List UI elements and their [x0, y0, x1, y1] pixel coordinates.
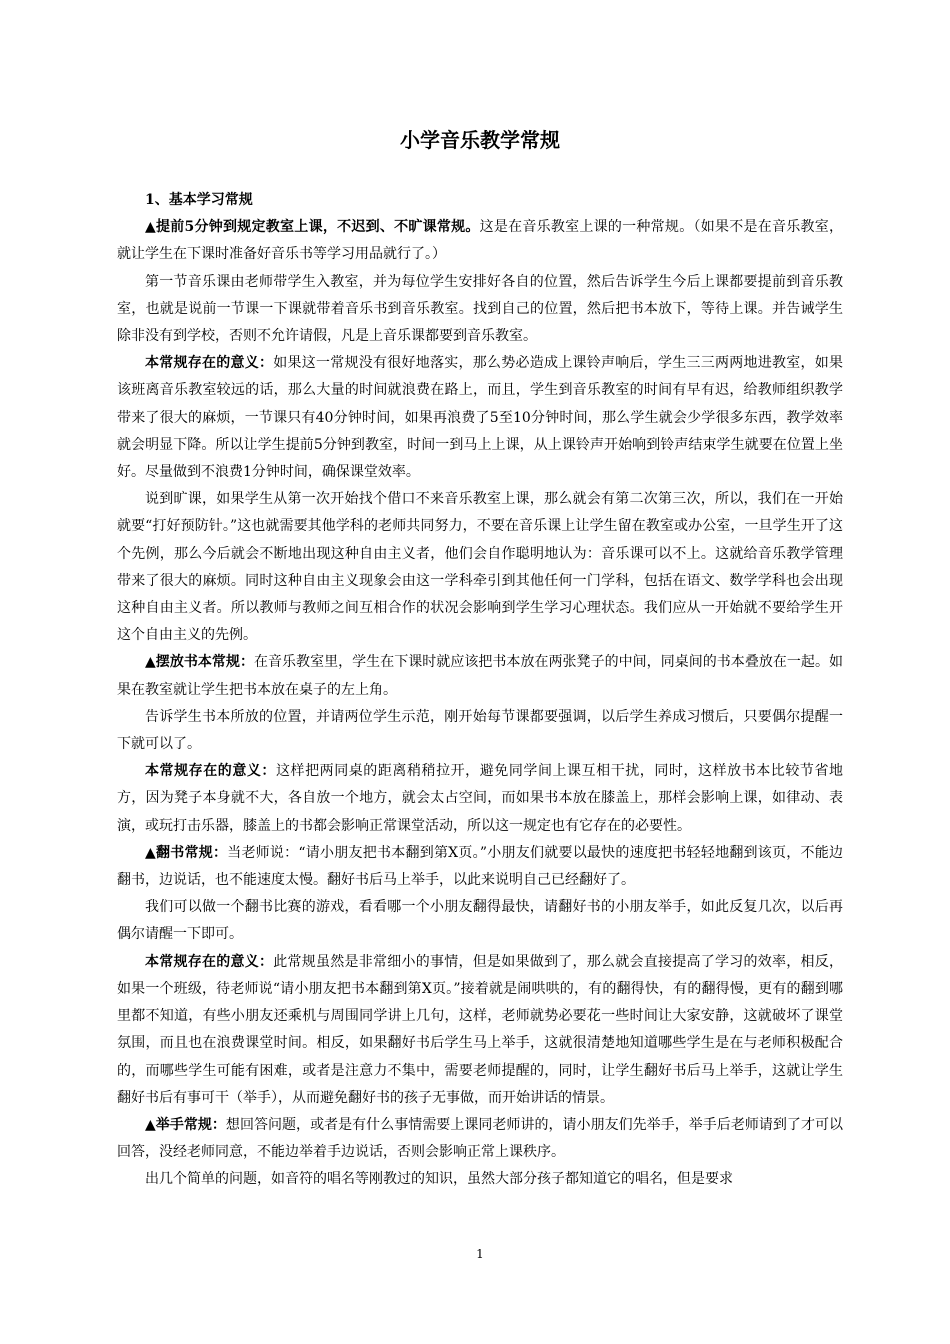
- paragraph-text: 出几个简单的问题，如音符的唱名等刚教过的知识，虽然大部分孩子都知道它的唱名，但是要求: [145, 1171, 733, 1188]
- paragraph-text: 第一节音乐课由老师带学生入教室，并为每位学生安排好各自的位置，然后告诉学生今后上课都要提前到音乐教室，也就是说前一节课一下课就带着音乐书到音乐教室。找到自己的位置，然后把书本放下，等待上课。并告诫学生除非没有到学校，否则不允许请假，凡是上音乐课都要到音乐教室。: [117, 273, 843, 345]
- paragraph-text: 当老师说：“请小朋友把书本翻到第X页。”小朋友们就要以最快的速度把书轻轻地翻到该页，不能边翻书，边说话，也不能速度太慢。翻好书后马上举手，以此来说明自己已经翻好了。: [117, 844, 843, 889]
- paragraph-text: 如果这一常规没有很好地落实，那么势必造成上课铃声响后，学生三三两两地进教室，如果该班离音乐教室较远的话，那么大量的时间就浪费在路上，而且，学生到音乐教室的时间有早有迟，给教师组织教学带来了很大的麻烦，一节课只有40分钟时间，如果再浪费了5至10分钟时间，那么学生就会少学很多东西，教学效率就会明显下降。所以让学生提前5分钟到教室，时间一到马上上课，从上课铃声开始响到铃声结束学生就要在位置上坐好。尽量做到不浪费1分钟时间，确保课堂效率。: [117, 355, 843, 481]
- paragraph: [117, 1112, 843, 1166]
- paragraph-lead: ▲翻书常规：: [145, 844, 228, 861]
- paragraph: [117, 649, 843, 703]
- paragraph: [117, 949, 843, 1112]
- paragraph-text: 在音乐教室里，学生在下课时就应该把书本放在两张凳子的中间，同桌间的书本叠放在一起。如果在教室就让学生把书本放在桌子的左上角。: [117, 654, 843, 698]
- paragraph: [117, 840, 843, 894]
- paragraph-text: 此常规虽然是非常细小的事情，但是如果做到了，那么就会直接提高了学习的效率，相反，如果一个班级，待老师说“请小朋友把书本翻到第X页。”接着就是闹哄哄的，有的翻得快，有的翻得慢，更有的翻到哪里都不知道，有些小朋友还乘机与周围同学讲上几句，这样，老师就势必要花一些时间让大家安静，这就破坏了课堂氛围，而且也在浪费课堂时间。相反，如果翻好书后学生马上举手，这就很清楚地知道哪些学生是在与老师积极配合的，而哪些学生可能有困难，或者是注意力不集中，需要老师提醒的，同时，让学生翻好书后马上举手，这就让学生翻好书后有事可干（举手），从而避免翻好书的孩子无事做，而开始讲话的情景。: [117, 953, 843, 1106]
- paragraph: [117, 758, 843, 840]
- paragraph: [117, 704, 843, 758]
- paragraph-lead: ▲摆放书本常规：: [145, 654, 254, 671]
- paragraph-lead: 本常规存在的意义：: [145, 763, 276, 780]
- paragraph: [117, 894, 843, 948]
- document-page: [117, 0, 843, 1344]
- page-number: 1: [476, 1247, 484, 1261]
- paragraph-text: 这是在音乐教室上课的一种常规。（如果不是在音乐教室，就让学生在下课时准备好音乐书等学习用品就行了。）: [117, 219, 843, 263]
- paragraph: [117, 350, 843, 486]
- paragraph: [117, 486, 843, 649]
- paragraph-text: 我们可以做一个翻书比赛的游戏，看看哪一个小朋友翻得最快，请翻好书的小朋友举手，如此反复几次，以后再偶尔请醒一下即可。: [117, 899, 843, 943]
- paragraph-text: 说到旷课，如果学生从第一次开始找个借口不来音乐教室上课，那么就会有第二次第三次，所以，我们在一开始就要“打好预防针。”这也就需要其他学科的老师共同努力，不要在音乐课上让学生留在教室或办公室，一旦学生开了这个先例，那么今后就会不断地出现这种自由主义者，他们会自作聪明地认为：音乐课可以不上。这就给音乐教学管理带来了很大的麻烦。同时这种自由主义现象会由这一学科牵引到其他任何一门学科，包括在语文、数学学科也会出现这种自由主义者。所以教师与教师之间互相合作的状况会影响到学生学习心理状态。我们应从一开始就不要给学生开这个自由主义的先例。: [117, 491, 843, 644]
- paragraph: [117, 269, 843, 351]
- section-heading: 1、基本学习常规: [145, 192, 253, 208]
- paragraph-text: 想回答问题，或者是有什么事情需要上课同老师讲的，请小朋友们先举手，举手后老师请到了才可以回答，没经老师同意，不能边举着手边说话，否则会影响正常上课秩序。: [117, 1116, 843, 1161]
- paragraph-lead: ▲提前5分钟到规定教室上课，不迟到、不旷课常规。: [145, 219, 480, 236]
- paragraph-lead: ▲举手常规：: [145, 1116, 226, 1133]
- paragraph: [117, 1166, 843, 1193]
- paragraph-text: 告诉学生书本所放的位置，并请两位学生示范，刚开始每节课都要强调，以后学生养成习惯后，只要偶尔提醒一下就可以了。: [117, 708, 843, 753]
- document-body: [117, 187, 843, 1194]
- paragraph-lead: 本常规存在的意义：: [145, 953, 274, 970]
- paragraph-text: 这样把两同桌的距离稍稍拉开，避免同学间上课互相干扰，同时，这样放书本比较节省地方，因为凳子本身就不大，各自放一个地方，就会太占空间，而如果书本放在膝盖上，那样会影响上课，如律动、表演，或玩打击乐器，膝盖上的书都会影响正常课堂活动，所以这一规定也有它存在的必要性。: [117, 763, 844, 834]
- paragraph: [117, 214, 843, 268]
- paragraph-lead: 本常规存在的意义：: [145, 355, 274, 372]
- document-title: 小学音乐教学常规: [400, 128, 560, 152]
